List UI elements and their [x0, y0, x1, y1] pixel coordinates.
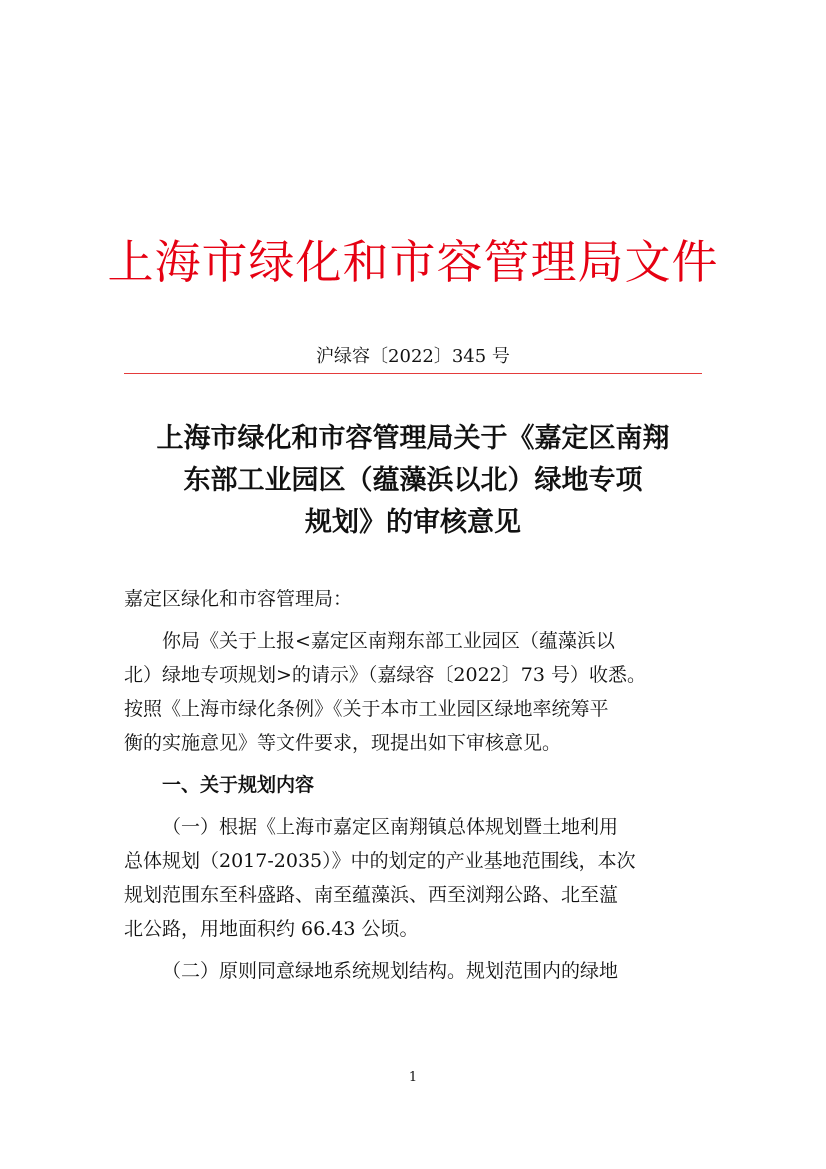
- document-title: [118, 418, 708, 544]
- spacer: [124, 802, 704, 810]
- paragraph-line: 衡的实施意见》等文件要求，现提出如下审核意见。: [124, 732, 562, 754]
- paragraph-line: 总体规划（2017-2035）》中的划定的产业基地范围线，本次: [124, 850, 636, 872]
- paragraph-line: 你局《关于上报<嘉定区南翔东部工业园区（蕴藻浜以: [162, 630, 615, 652]
- paragraph-line: 北）绿地专项规划>的请示》（嘉绿容〔2022〕73 号）收悉。: [124, 664, 646, 686]
- issuing-authority-header: 上海市绿化和市容管理局文件: [107, 235, 719, 289]
- document-title-line: 上海市绿化和市容管理局关于《嘉定区南翔: [156, 423, 670, 454]
- salutation: 嘉定区绿化和市容管理局：: [124, 588, 353, 610]
- page-number: 1: [408, 1070, 418, 1085]
- document-body: [124, 582, 704, 988]
- paragraph-line: 规划范围东至科盛路、南至蕴藻浜、西至浏翔公路、北至蕰: [124, 884, 619, 906]
- document-title-line: 东部工业园区（蕴藻浜以北）绿地专项: [183, 465, 643, 496]
- spacer: [124, 760, 704, 768]
- paragraph-line: （一）根据《上海市嘉定区南翔镇总体规划暨土地利用: [162, 816, 619, 838]
- paragraph-line: （二）原则同意绿地系统规划结构。规划范围内的绿地: [162, 960, 619, 982]
- document-title-line: 规划》的审核意见: [305, 507, 521, 538]
- spacer: [124, 616, 704, 624]
- spacer: [124, 946, 704, 954]
- document-number: 沪绿容〔2022〕345 号: [316, 346, 510, 367]
- section-heading: 一、关于规划内容: [162, 774, 315, 796]
- red-divider-line: [124, 373, 702, 374]
- paragraph-line: 北公路，用地面积约 66.43 公顷。: [124, 918, 419, 940]
- paragraph-line: 按照《上海市绿化条例》《关于本市工业园区绿地率统筹平: [124, 698, 609, 720]
